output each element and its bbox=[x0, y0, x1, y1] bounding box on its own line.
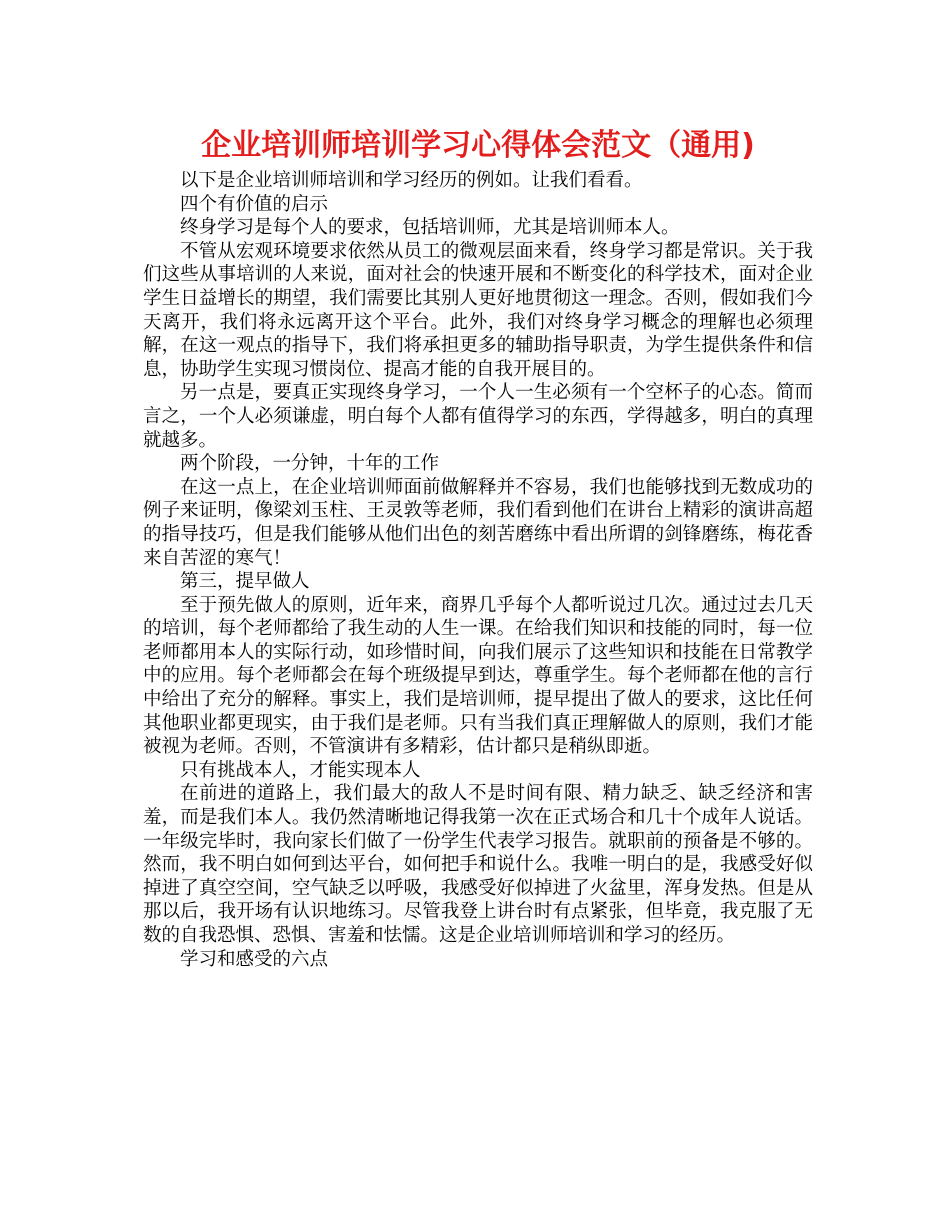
paragraph: 至于预先做人的原则，近年来，商界几乎每个人都听说过几次。通过过去几天的培训，每个老师都给了我生动的人生一课。在给我们知识和技能的同时，每一位老师都用本人的实际行动，如珍惜时间，向我们展示了这些知识和技能在日常教学中的应用。每个老师都会在每个班级提早到达，尊重学生。每个老师都在他的言行中给出了充分的解释。事实上，我们是培训师，提早提出了做人的要求，这比任何其他职业都更现实，由于我们是老师。只有当我们真正理解做人的原则，我们才能被视为老师。否则，不管演讲有多精彩，估计都只是稍纵即逝。 bbox=[143, 594, 813, 758]
document-body bbox=[143, 169, 813, 971]
paragraph: 终身学习是每个人的要求，包括培训师，尤其是培训师本人。 bbox=[180, 217, 680, 239]
paragraph: 不管从宏观环境要求依然从员工的微观层面来看，终身学习都是常识。关于我们这些从事培训的人来说，面对社会的快速开展和不断变化的科学技术，面对企业学生日益增长的期望，我们需要比其别人更好地贯彻这一理念。否则，假如我们今天离开，我们将永远离开这个平台。此外，我们对终身学习概念的理解也必须理解，在这一观点的指导下，我们将承担更多的辅助指导职责，为学生提供条件和信息，协助学生实现习惯岗位、提高才能的自我开展目的。 bbox=[143, 240, 813, 380]
heading-two-stages: 两个阶段，一分钟，十年的工作 bbox=[180, 453, 440, 475]
paragraph: 另一点是，要真正实现终身学习，一个人一生必须有一个空杯子的心态。简而言之，一个人必须谦虚，明白每个人都有值得学习的东西，学得越多，明白的真理就越多。 bbox=[143, 382, 813, 451]
document-page bbox=[143, 123, 813, 971]
heading-third: 第三，提早做人 bbox=[180, 571, 310, 593]
document-title: 企业培训师培训学习心得体会范文（通用) bbox=[201, 128, 755, 163]
heading-challenge-self: 只有挑战本人，才能实现本人 bbox=[180, 759, 421, 781]
heading-four-insights: 四个有价值的启示 bbox=[180, 193, 329, 215]
heading-six-points: 学习和感受的六点 bbox=[180, 948, 329, 970]
paragraph: 在前进的道路上，我们最大的敌人不是时间有限、精力缺乏、缺乏经济和害羞，而是我们本人。我仍然清晰地记得我第一次在正式场合和几十个成年人说话。一年级完毕时，我向家长们做了一份学生代表学习报告。就职前的预备是不够的。然而，我不明白如何到达平台，如何把手和说什么。我唯一明白的是，我感受好似掉进了真空空间，空气缺乏以呼吸，我感受好似掉进了火盆里，浑身发热。但是从那以后，我开场有认识地练习。尽管我登上讲台时有点紧张，但毕竟，我克服了无数的自我恐惧、恐惧、害羞和怯懦。这是企业培训师培训和学习的经历。 bbox=[143, 783, 813, 946]
paragraph: 在这一点上，在企业培训师面前做解释并不容易，我们也能够找到无数成功的例子来证明，像梁刘玉柱、王灵敦等老师，我们看到他们在讲台上精彩的演讲高超的指导技巧，但是我们能够从他们出色的刻苦磨练中看出所谓的剑锋磨练，梅花香来自苦涩的寒气！ bbox=[143, 476, 813, 569]
paragraph-intro: 以下是企业培训师培训和学习经历的例如。让我们看看。 bbox=[180, 170, 643, 191]
